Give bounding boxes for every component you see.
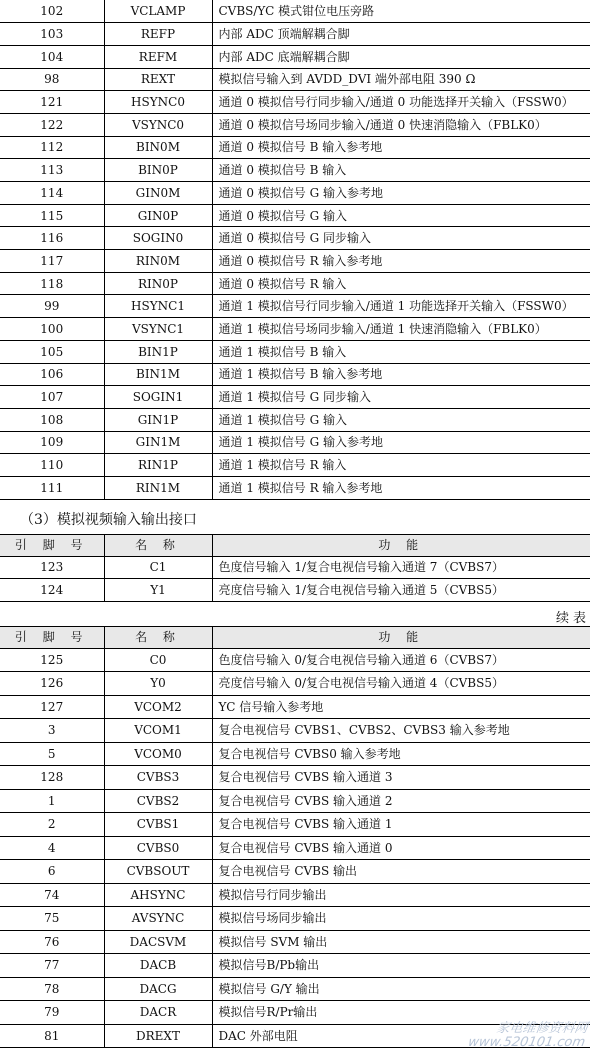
pin-number-cell: 98 [0,68,104,91]
table-row [0,295,590,318]
pin-number-cell: 5 [0,742,104,766]
pin-number-cell: 123 [0,556,104,579]
table-row [0,672,590,696]
table-row [0,408,590,431]
pin-name-cell: CVBS1 [104,813,212,837]
header-pin: 引 脚 号 [0,626,104,648]
pin-name-cell: REFM [104,45,212,68]
function-cell: 通道 0 模拟信号 G 同步输入 [212,227,590,250]
function-cell: 通道 1 模拟信号 G 输入 [212,408,590,431]
pin-number-cell: 121 [0,91,104,114]
pin-name-cell: VSYNC0 [104,113,212,136]
function-cell: 通道 0 模拟信号场同步输入/通道 0 快速消隐输入（FBLK0） [212,113,590,136]
table-row [0,579,590,602]
table-row [0,742,590,766]
table-header-row [0,534,590,556]
function-cell: 通道 0 模拟信号 G 输入参考地 [212,182,590,205]
function-cell: 通道 0 模拟信号 R 输入参考地 [212,250,590,273]
function-cell: 模拟信号 G/Y 输出 [212,977,590,1001]
pin-name-cell: REXT [104,68,212,91]
function-cell: 通道 0 模拟信号 R 输入 [212,272,590,295]
table-row [0,91,590,114]
function-cell: 模拟信号行同步输出 [212,883,590,907]
pin-name-cell: BIN1P [104,340,212,363]
table-row [0,476,590,499]
table-row [0,836,590,860]
table-row [0,182,590,205]
function-cell: 亮度信号输入 0/复合电视信号输入通道 4（CVBS5） [212,672,590,696]
pin-table-bottom-body [0,648,590,1048]
function-cell: 模拟信号R/Pr输出 [212,1001,590,1025]
pin-number-cell: 6 [0,860,104,884]
pin-table-top [0,0,590,500]
header-function: 功 能 [212,534,590,556]
table-row [0,648,590,672]
table-row [0,813,590,837]
function-cell: 模拟信号输入到 AVDD_DVI 端外部电阻 390 Ω [212,68,590,91]
pin-name-cell: DACG [104,977,212,1001]
pin-number-cell: 126 [0,672,104,696]
pin-number-cell: 74 [0,883,104,907]
pin-name-cell: DACR [104,1001,212,1025]
pin-name-cell: GIN1M [104,431,212,454]
pin-name-cell: DACSVM [104,930,212,954]
pin-number-cell: 110 [0,454,104,477]
pin-name-cell: VCLAMP [104,0,212,23]
pin-number-cell: 102 [0,0,104,23]
table-row [0,204,590,227]
table-row [0,977,590,1001]
function-cell: 通道 0 模拟信号行同步输入/通道 0 功能选择开关输入（FSSW0） [212,91,590,114]
pin-name-cell: RIN1P [104,454,212,477]
function-cell: 复合电视信号 CVBS0 输入参考地 [212,742,590,766]
pin-number-cell: 103 [0,23,104,46]
pin-name-cell: GIN0M [104,182,212,205]
function-cell: 模拟信号 SVM 输出 [212,930,590,954]
pin-number-cell: 111 [0,476,104,499]
pin-number-cell: 75 [0,907,104,931]
function-cell: 通道 1 模拟信号 R 输入 [212,454,590,477]
watermark-line2: www.520101.com [466,1035,587,1050]
pin-name-cell: CVBS2 [104,789,212,813]
function-cell: 通道 0 模拟信号 B 输入 [212,159,590,182]
table-row [0,907,590,931]
table-row [0,318,590,341]
table-row [0,766,590,790]
pin-number-cell: 122 [0,113,104,136]
pin-name-cell: BIN0P [104,159,212,182]
pin-table-mid-body [0,556,590,601]
pin-name-cell: VSYNC1 [104,318,212,341]
header-pin: 引 脚 号 [0,534,104,556]
pin-name-cell: VCOM1 [104,719,212,743]
pin-number-cell: 106 [0,363,104,386]
pin-name-cell: Y0 [104,672,212,696]
pin-number-cell: 77 [0,954,104,978]
table-row [0,363,590,386]
function-cell: 内部 ADC 顶端解耦合脚 [212,23,590,46]
pin-number-cell: 117 [0,250,104,273]
pin-number-cell: 128 [0,766,104,790]
pin-number-cell: 100 [0,318,104,341]
function-cell: 复合电视信号 CVBS 输入通道 0 [212,836,590,860]
function-cell: 复合电视信号 CVBS 输入通道 2 [212,789,590,813]
function-cell: 通道 1 模拟信号 B 输入参考地 [212,363,590,386]
function-cell: YC 信号输入参考地 [212,695,590,719]
function-cell: 色度信号输入 1/复合电视信号输入通道 7（CVBS7） [212,556,590,579]
pin-number-cell: 107 [0,386,104,409]
table-row [0,45,590,68]
table-row [0,719,590,743]
function-cell: 通道 1 模拟信号 B 输入 [212,340,590,363]
pin-number-cell: 99 [0,295,104,318]
pin-name-cell: HSYNC1 [104,295,212,318]
pin-name-cell: GIN1P [104,408,212,431]
table-row [0,159,590,182]
header-name: 名 称 [104,534,212,556]
pin-number-cell: 1 [0,789,104,813]
pin-number-cell: 124 [0,579,104,602]
pin-table-top-body [0,0,590,499]
function-cell: CVBS/YC 模式钳位电压旁路 [212,0,590,23]
pin-name-cell: CVBSOUT [104,860,212,884]
function-cell: 复合电视信号 CVBS1、CVBS2、CVBS3 输入参考地 [212,719,590,743]
pin-number-cell: 116 [0,227,104,250]
pin-name-cell: CVBS0 [104,836,212,860]
table-row [0,556,590,579]
table-row [0,883,590,907]
pin-name-cell: AHSYNC [104,883,212,907]
pin-name-cell: REFP [104,23,212,46]
function-cell: 通道 1 模拟信号 R 输入参考地 [212,476,590,499]
pin-name-cell: AVSYNC [104,907,212,931]
pin-number-cell: 114 [0,182,104,205]
table-row [0,695,590,719]
function-cell: 通道 0 模拟信号 G 输入 [212,204,590,227]
pin-number-cell: 81 [0,1024,104,1048]
pin-name-cell: HSYNC0 [104,91,212,114]
function-cell: 模拟信号B/Pb输出 [212,954,590,978]
section-title: （3）模拟视频输入输出接口 [20,511,197,528]
table-row [0,272,590,295]
pin-number-cell: 125 [0,648,104,672]
table-row [0,23,590,46]
header-function: 功 能 [212,626,590,648]
pin-number-cell: 112 [0,136,104,159]
pin-number-cell: 127 [0,695,104,719]
pin-name-cell: DREXT [104,1024,212,1048]
table-row [0,930,590,954]
table-row [0,340,590,363]
pin-name-cell: RIN1M [104,476,212,499]
pin-number-cell: 3 [0,719,104,743]
header-name: 名 称 [104,626,212,648]
pin-number-cell: 105 [0,340,104,363]
function-cell: 模拟信号场同步输出 [212,907,590,931]
pin-name-cell: BIN1M [104,363,212,386]
pin-number-cell: 78 [0,977,104,1001]
function-cell: 复合电视信号 CVBS 输出 [212,860,590,884]
pin-number-cell: 113 [0,159,104,182]
pin-name-cell: C1 [104,556,212,579]
table-row [0,227,590,250]
table-row [0,68,590,91]
pin-name-cell: RIN0M [104,250,212,273]
function-cell: 通道 1 模拟信号场同步输入/通道 1 快速消隐输入（FBLK0） [212,318,590,341]
pin-number-cell: 4 [0,836,104,860]
function-cell: 亮度信号输入 1/复合电视信号输入通道 5（CVBS5） [212,579,590,602]
pin-name-cell: CVBS3 [104,766,212,790]
pin-number-cell: 104 [0,45,104,68]
pin-table-bottom [0,626,590,1049]
table-row [0,431,590,454]
pin-name-cell: SOGIN0 [104,227,212,250]
table-row [0,136,590,159]
function-cell: DAC 外部电阻 [212,1024,590,1048]
table-row [0,386,590,409]
watermark [433,1022,588,1052]
pin-number-cell: 118 [0,272,104,295]
function-cell: 通道 1 模拟信号 G 同步输入 [212,386,590,409]
table-row [0,0,590,23]
table-row [0,113,590,136]
watermark-line1: 家电维修资料网 [495,1021,589,1036]
pin-name-cell: Y1 [104,579,212,602]
function-cell: 通道 0 模拟信号 B 输入参考地 [212,136,590,159]
table-row [0,860,590,884]
pin-table-mid [0,534,590,602]
pin-number-cell: 76 [0,930,104,954]
function-cell: 复合电视信号 CVBS 输入通道 1 [212,813,590,837]
table-header-row [0,626,590,648]
pin-number-cell: 115 [0,204,104,227]
pin-name-cell: RIN0P [104,272,212,295]
pin-name-cell: VCOM0 [104,742,212,766]
pin-name-cell: GIN0P [104,204,212,227]
table-row [0,250,590,273]
function-cell: 复合电视信号 CVBS 输入通道 3 [212,766,590,790]
function-cell: 内部 ADC 底端解耦合脚 [212,45,590,68]
pin-number-cell: 108 [0,408,104,431]
pin-name-cell: C0 [104,648,212,672]
pin-name-cell: BIN0M [104,136,212,159]
table-row [0,454,590,477]
table-row [0,789,590,813]
function-cell: 色度信号输入 0/复合电视信号输入通道 6（CVBS7） [212,648,590,672]
pin-number-cell: 109 [0,431,104,454]
pin-name-cell: SOGIN1 [104,386,212,409]
continued-label: 续表 [555,610,590,626]
pin-name-cell: DACB [104,954,212,978]
pin-number-cell: 79 [0,1001,104,1025]
pin-name-cell: VCOM2 [104,695,212,719]
pin-number-cell: 2 [0,813,104,837]
function-cell: 通道 1 模拟信号行同步输入/通道 1 功能选择开关输入（FSSW0） [212,295,590,318]
table-row [0,954,590,978]
function-cell: 通道 1 模拟信号 G 输入参考地 [212,431,590,454]
